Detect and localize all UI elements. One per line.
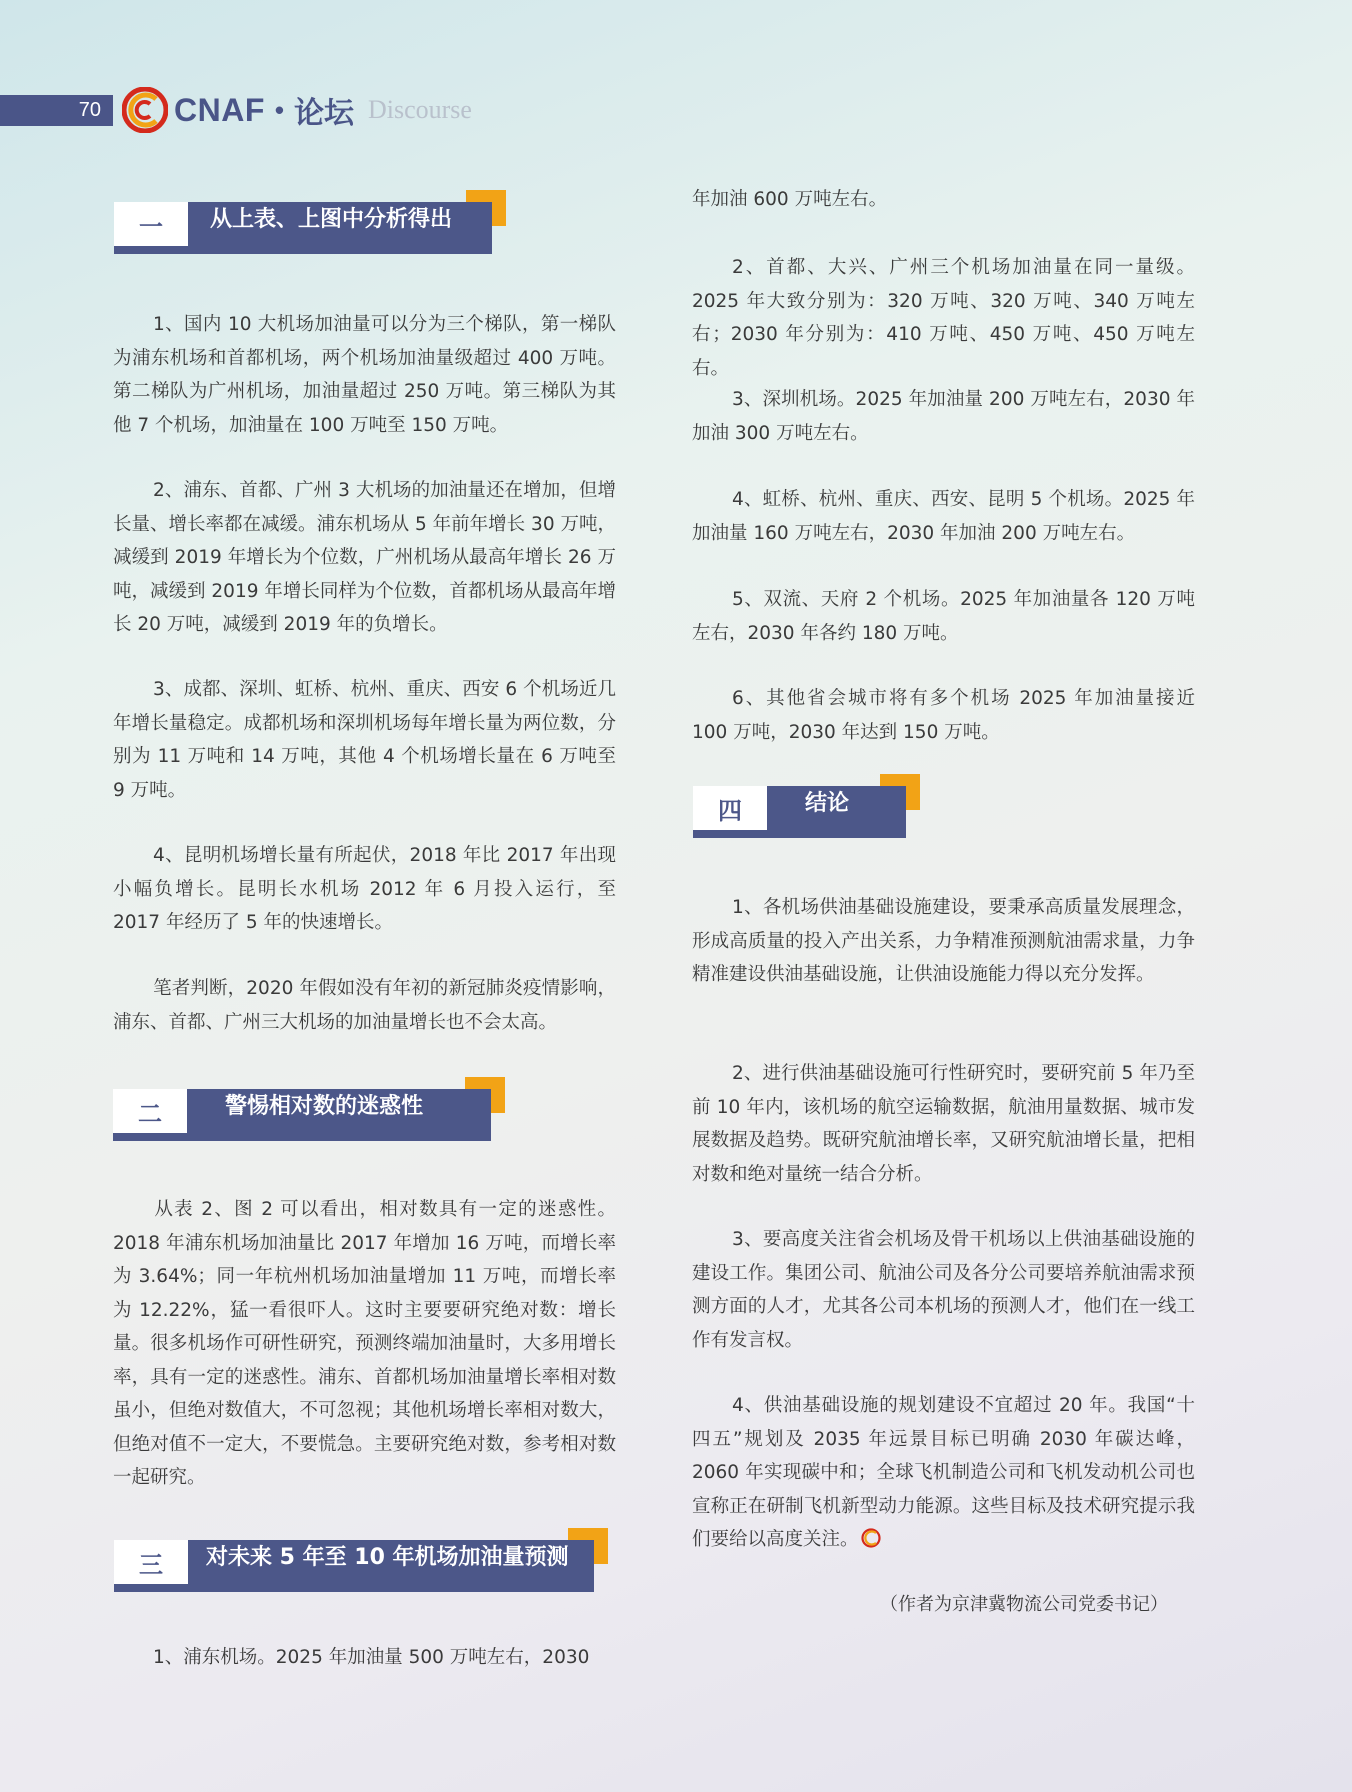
section-number: 二 — [113, 1089, 187, 1133]
section-heading-1 — [114, 190, 506, 254]
paragraph: 笔者判断，2020 年假如没有年初的新冠肺炎疫情影响，浦东、首都、广州三大机场的加油量增长也不会太高。 — [113, 978, 616, 1033]
logo-text: CNAF — [174, 91, 265, 128]
paragraph: 从表 2、图 2 可以看出，相对数具有一定的迷惑性。2018 年浦东机场加油量比 2017 年增加 16 万吨，而增长率为 3.64%；同一年杭州机场加油量增加 11 万吨，而增长率为 12.22%，猛一看很吓人。这时主要要研究绝对数：增长量。很多机场作可研性研究，预测终端加油量时，大多用增长率，具有一定的迷惑性。浦东、首都机场加油量增长率相对数虽小，但绝对数值大，不可忽视；其他机场增长率相对数大，但绝对值不一定大，不要慌急。主要研究绝对数，参考相对数一起研究。 — [113, 1199, 616, 1488]
paragraph: 1、浦东机场。2025 年加油量 500 万吨左右，2030 — [153, 1647, 590, 1668]
paragraph: 4、昆明机场增长量有所起伏，2018 年比 2017 年出现小幅负增长。昆明长水机场 2012 年 6 月投入运行，至 2017 年经历了 5 年的快速增长。 — [113, 845, 616, 933]
end-mark-logo-icon — [861, 1528, 881, 1548]
paragraph: 1、各机场供油基础设施建设，要秉承高质量发展理念，形成高质量的投入产出关系，力争精准预测航油需求量，力争精准建设供油基础设施，让供油设施能力得以充分发挥。 — [692, 897, 1195, 985]
paragraph: 2、首都、大兴、广州三个机场加油量在同一量级。2025 年大致分别为：320 万吨、320 万吨、340 万吨左右；2030 年分别为：410 万吨、450 万吨、450 万吨左右。 — [692, 257, 1195, 379]
paragraph: 2、进行供油基础设施可行性研究时，要研究前 5 年乃至前 10 年内，该机场的航空运输数据，航油用量数据、城市发展数据及趋势。既研究航油增长率，又研究航油增长量，把相对数和绝对量统一结合分析。 — [692, 1063, 1195, 1185]
section-number: 三 — [114, 1540, 188, 1584]
paragraph: 4、供油基础设施的规划建设不宜超过 20 年。我国“十四五”规划及 2035 年远景目标已明确 2030 年碳达峰，2060 年实现碳中和；全球飞机制造公司和飞机发动机公司也宣称正在研制飞机新型动力能源。这些目标及技术研究提示我们要给以高度关注。 — [692, 1395, 1195, 1550]
paragraph: 4、虹桥、杭州、重庆、西安、昆明 5 个机场。2025 年加油量 160 万吨左右，2030 年加油 200 万吨左右。 — [692, 489, 1195, 544]
paragraph: 3、深圳机场。2025 年加油量 200 万吨左右，2030 年加油 300 万吨左右。 — [692, 389, 1195, 444]
section-name-en: Discourse — [367, 95, 472, 124]
section-heading-4 — [693, 774, 920, 838]
paragraph: 3、要高度关注省会机场及骨干机场以上供油基础设施的建设工作。集团公司、航油公司及各分公司要培养航油需求预测方面的人才，尤其各公司本机场的预测人才，他们在一线工作有发言权。 — [692, 1229, 1195, 1351]
section-heading-3 — [114, 1528, 608, 1592]
paragraph: 6、其他省会城市将有多个机场 2025 年加油量接近 100 万吨，2030 年达到 150 万吨。 — [692, 688, 1195, 743]
section-number: 一 — [114, 202, 188, 246]
page-number: 70 — [0, 95, 113, 126]
paragraph: 1、国内 10 大机场加油量可以分为三个梯队，第一梯队为浦东机场和首都机场，两个机场加油量级超过 400 万吨。第二梯队为广州机场，加油量超过 250 万吨。第三梯队为其他 7 个机场，加油量在 100 万吨至 150 万吨。 — [113, 314, 616, 436]
section-number: 四 — [693, 786, 767, 830]
cnaf-logo-icon — [122, 87, 168, 133]
paragraph: 年加油 600 万吨左右。 — [692, 189, 888, 210]
section-title: 警惕相对数的迷惑性 — [225, 1094, 424, 1119]
cnaf-logo — [122, 86, 472, 134]
section-title: 结论 — [805, 791, 850, 816]
section-name-cn: 论坛 — [293, 96, 354, 131]
section-heading-2 — [113, 1077, 505, 1141]
section-title: 对未来 5 年至 10 年机场加油量预测 — [206, 1545, 569, 1570]
paragraph: 3、成都、深圳、虹桥、杭州、重庆、西安 6 个机场近几年增长量稳定。成都机场和深圳机场每年增长量为两位数，分别为 11 万吨和 14 万吨，其他 4 个机场增长量在 6 万吨至 9 万吨。 — [113, 679, 616, 801]
section-title: 从上表、上图中分析得出 — [210, 207, 453, 232]
header-separator: • — [274, 94, 284, 125]
paragraph: 5、双流、天府 2 个机场。2025 年加油量各 120 万吨左右，2030 年各约 180 万吨。 — [692, 589, 1195, 644]
paragraph: 2、浦东、首都、广州 3 大机场的加油量还在增加，但增长量、增长率都在减缓。浦东机场从 5 年前年增长 30 万吨，减缓到 2019 年增长为个位数，广州机场从最高年增长 26 万吨，减缓到 2019 年增长同样为个位数，首都机场从最高年增长 20 万吨，减缓到 2019 年的负增长。 — [113, 480, 616, 635]
author-byline: （作者为京津冀物流公司党委书记） — [880, 1594, 1168, 1615]
